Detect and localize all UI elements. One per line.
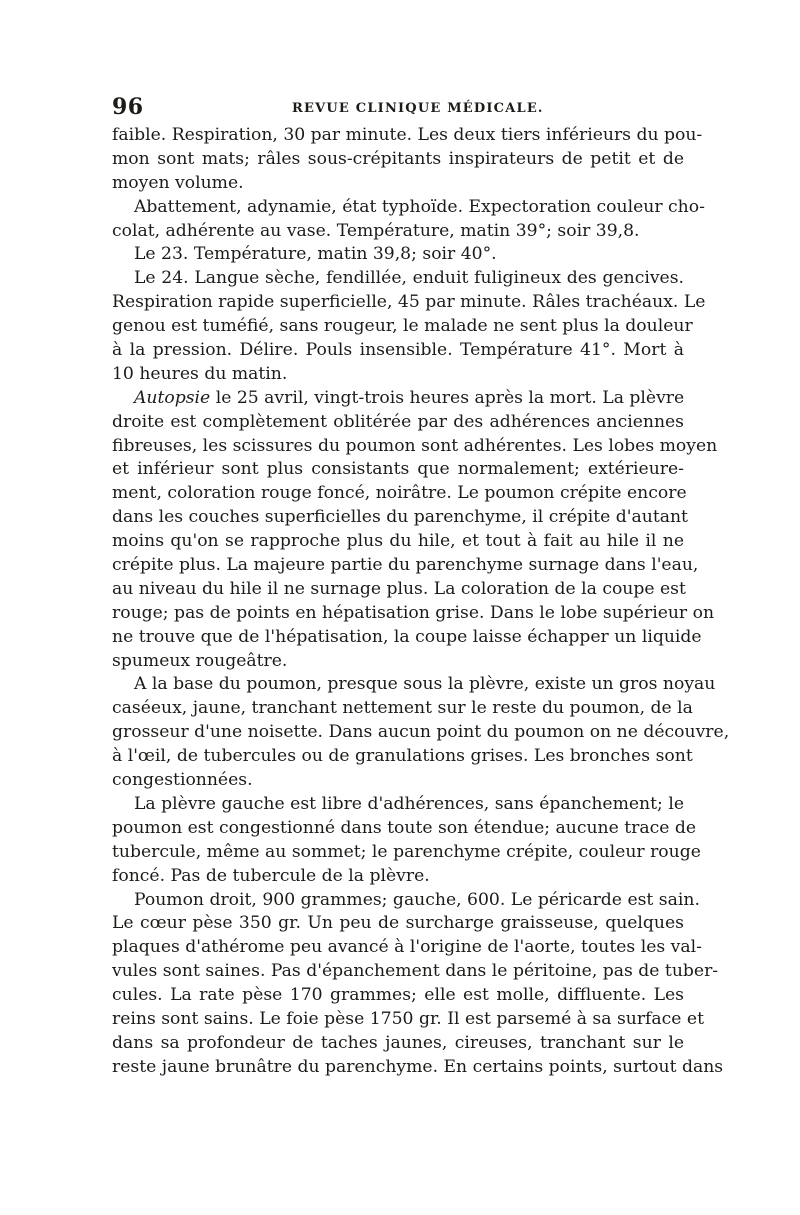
text-line: genou est tuméfié, sans rougeur, le malade ne sent plus la douleur (112, 316, 693, 337)
text-line: rouge; pas de points en hépatisation grise. Dans le lobe supérieur on (112, 602, 715, 623)
text-line: foncé. Pas de tubercule de la plèvre. (112, 865, 430, 886)
text-line: caséeux, jaune, tranchant nettement sur le reste du poumon, de la (112, 698, 693, 719)
text-line: reste jaune brunâtre du parenchyme. En certains points, surtout dans (112, 1056, 724, 1077)
text-line: mon sont mats; râles sous-crépitants inspirateurs de petit et de (112, 148, 684, 169)
text-line: A la base du poumon, presque sous la plèvre, existe un gros noyau (134, 674, 716, 695)
running-title: REVUE CLINIQUE MÉDICALE. (292, 101, 544, 116)
text-line: grosseur d'une noisette. Dans aucun point du poumon on ne découvre, (112, 722, 730, 743)
text-line: congestionnées. (112, 770, 253, 791)
text-line: Abattement, adynamie, état typhoïde. Expectoration couleur cho- (134, 196, 705, 217)
text-line: moins qu'on se rapproche plus du hile, et tout à fait au hile il ne (112, 531, 684, 552)
text-line: poumon est congestionné dans toute son étendue; aucune trace de (112, 817, 697, 838)
text-line: Autopsie le 25 avril, vingt-trois heures après la mort. La plèvre (134, 387, 685, 408)
text-line: 10 heures du matin. (112, 363, 288, 384)
text-line: cules. La rate pèse 170 grammes; elle est molle, diffluente. Les (112, 985, 684, 1006)
text-line: tubercule, même au sommet; le parenchyme crépite, couleur rouge (112, 841, 701, 862)
text-line: ment, coloration rouge foncé, noirâtre. Le poumon crépite encore (112, 483, 687, 504)
text-line: dans sa profondeur de taches jaunes, cireuses, tranchant sur le (112, 1032, 684, 1053)
page-number: 96 (112, 94, 144, 120)
text-line: fibreuses, les scissures du poumon sont adhérentes. Les lobes moyen (112, 435, 718, 456)
text-line: colat, adhérente au vase. Température, matin 39°; soir 39,8. (112, 220, 640, 241)
text-line: Le 24. Langue sèche, fendillée, enduit fuligineux des gencives. (134, 268, 684, 289)
text-line: La plèvre gauche est libre d'adhérences, sans épanchement; le (134, 793, 684, 814)
text-line: reins sont sains. Le foie pèse 1750 gr. Il est parsemé à sa surface et (112, 1008, 705, 1029)
text-line: plaques d'athérome peu avancé à l'origine de l'aorte, toutes les val- (112, 937, 702, 958)
text-line: vules sont saines. Pas d'épanchement dans le péritoine, pas de tuber- (112, 961, 719, 982)
body-text (112, 124, 730, 1080)
text-line: droite est complètement oblitérée par des adhérences anciennes (112, 411, 684, 432)
text-line: au niveau du hile il ne surnage plus. La coloration de la coupe est (112, 578, 686, 599)
text-line: Respiration rapide superficielle, 45 par minute. Râles trachéaux. Le (112, 292, 706, 313)
text-line: Le cœur pèse 350 gr. Un peu de surcharge graisseuse, quelques (112, 913, 684, 934)
text-line: moyen volume. (112, 172, 244, 193)
text-line: spumeux rougeâtre. (112, 650, 288, 671)
text-line: à l'œil, de tubercules ou de granulations grises. Les bronches sont (112, 746, 693, 767)
italic-word: Autopsie (134, 387, 211, 408)
text-line: à la pression. Délire. Pouls insensible. Température 41°. Mort à (112, 340, 684, 361)
text-line: Poumon droit, 900 grammes; gauche, 600. Le péricarde est sain. (134, 889, 700, 910)
text-line: faible. Respiration, 30 par minute. Les deux tiers inférieurs du pou- (112, 125, 703, 145)
text-line: crépite plus. La majeure partie du parenchyme surnage dans l'eau, (112, 555, 699, 576)
text-line: et inférieur sont plus consistants que normalement; extérieure- (112, 459, 684, 480)
text-line: dans les couches superficielles du parenchyme, il crépite d'autant (112, 507, 688, 528)
text-line: ne trouve que de l'hépatisation, la coupe laisse échapper un liquide (112, 626, 702, 647)
text-line: Le 23. Température, matin 39,8; soir 40°. (134, 244, 497, 265)
page-header (112, 94, 680, 124)
